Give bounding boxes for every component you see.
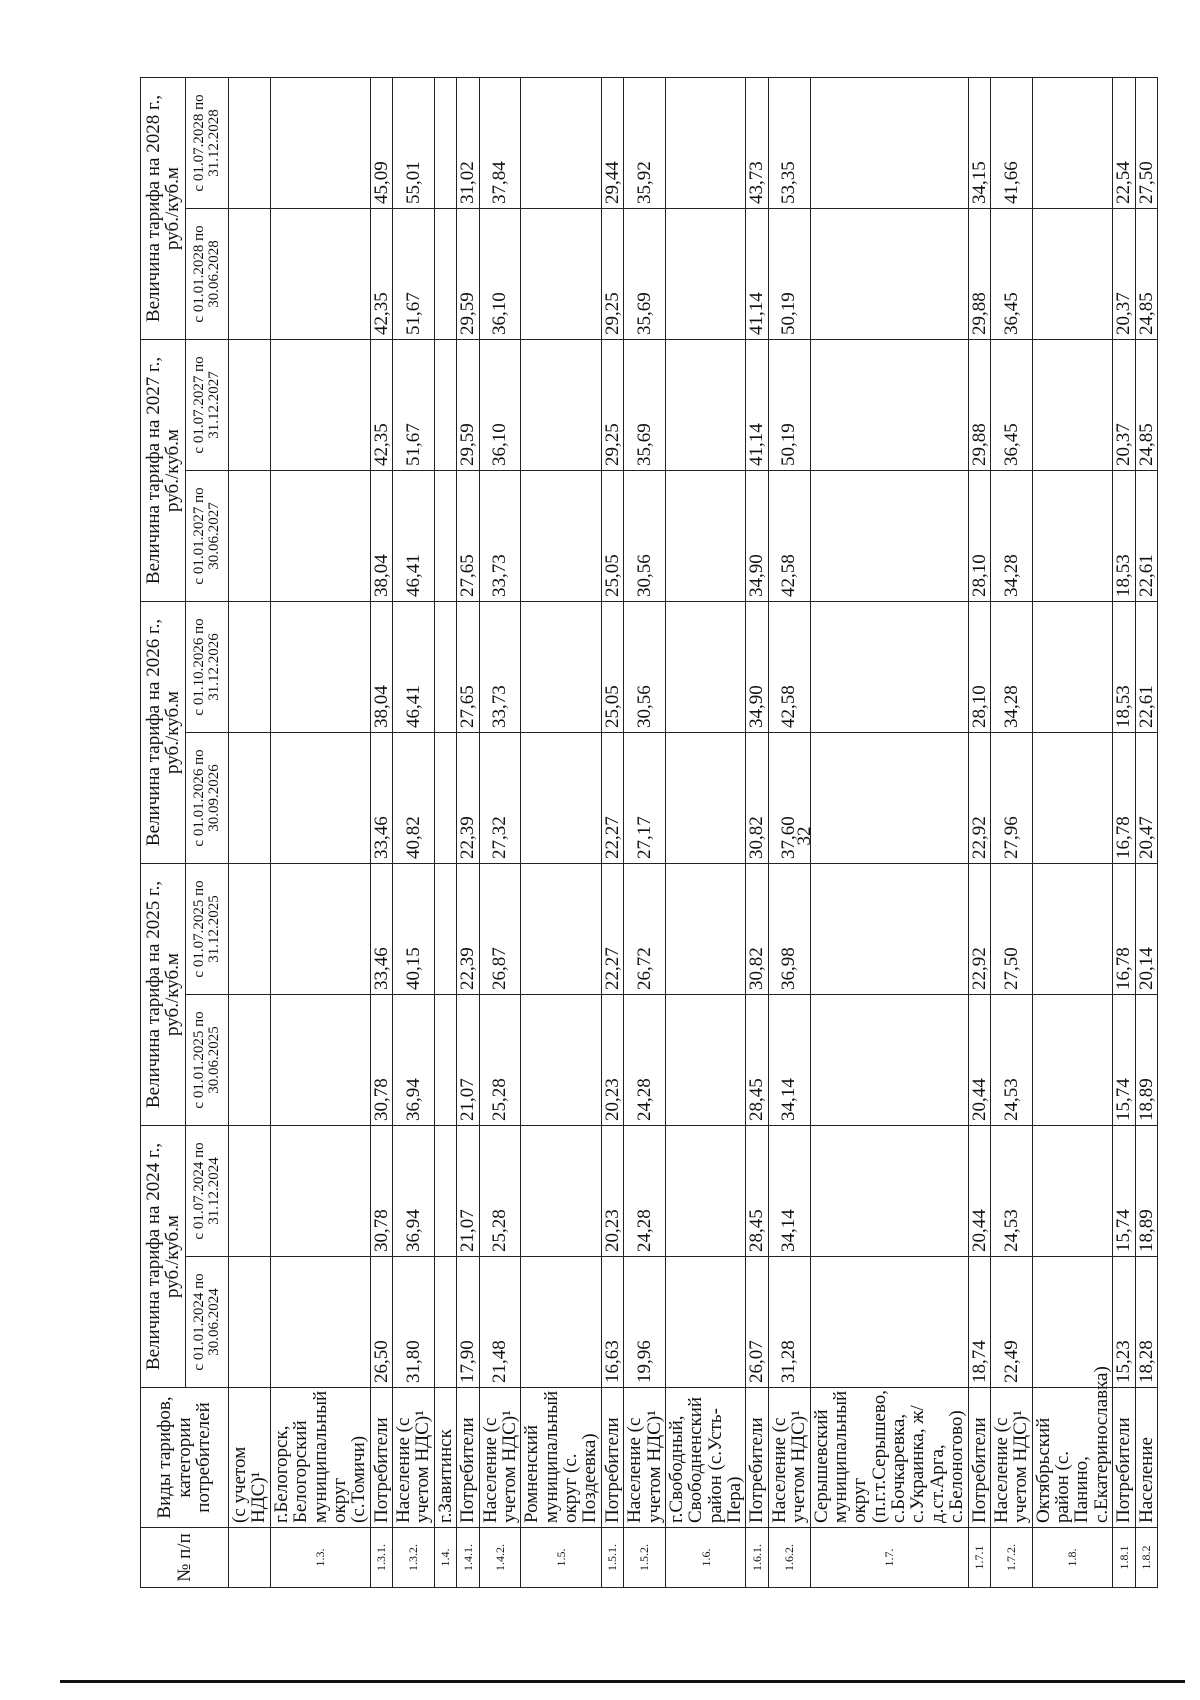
tariff-value — [270, 864, 370, 995]
row-category: Население (с учетом НДС)¹ — [990, 1388, 1032, 1528]
tariff-value — [665, 995, 746, 1126]
tariff-value: 24,28 — [624, 1126, 666, 1257]
table-row — [457, 78, 479, 1588]
row-category: Ромненский муниципальный округ (с. Поздеевка) — [521, 1388, 602, 1528]
tariff-value: 36,94 — [393, 1126, 435, 1257]
tariff-value: 22,54 — [1113, 78, 1135, 209]
header-year-2025: Величина тарифа на 2025 г., руб./куб.м — [141, 864, 186, 1126]
period-2028-h1: с 01.01.2028 по 30.06.2028 — [186, 209, 229, 340]
tariff-value — [270, 209, 370, 340]
tariff-value: 21,07 — [457, 995, 479, 1126]
tariff-value — [434, 209, 456, 340]
tariff-value: 34,15 — [968, 78, 990, 209]
tariff-value: 22,27 — [601, 733, 623, 864]
tariff-value: 21,07 — [457, 1126, 479, 1257]
period-2028-h2: с 01.07.2028 по 31.12.2028 — [186, 78, 229, 209]
table-row — [746, 78, 768, 1588]
table-row — [810, 78, 968, 1588]
table-row — [968, 78, 990, 1588]
tariff-value — [229, 1257, 271, 1388]
tariff-value: 28,45 — [746, 995, 768, 1126]
table-body — [229, 78, 1158, 1588]
tariff-value — [229, 471, 271, 602]
tariff-value — [521, 209, 602, 340]
tariff-value — [810, 340, 968, 471]
tariff-value: 35,69 — [624, 209, 666, 340]
tariff-value — [270, 340, 370, 471]
period-2025-h2: с 01.07.2025 по 31.12.2025 — [186, 864, 229, 995]
tariff-value: 30,56 — [624, 602, 666, 733]
tariff-table — [140, 77, 1158, 1588]
tariff-value: 20,37 — [1113, 340, 1135, 471]
tariff-value — [810, 864, 968, 995]
tariff-value: 27,32 — [479, 733, 521, 864]
tariff-value: 18,89 — [1135, 995, 1157, 1126]
row-number: 1.7.1 — [968, 1528, 990, 1588]
tariff-value — [810, 471, 968, 602]
table-row — [229, 78, 271, 1588]
tariff-value — [229, 78, 271, 209]
tariff-value: 20,47 — [1135, 733, 1157, 864]
tariff-value: 18,53 — [1113, 471, 1135, 602]
tariff-value — [229, 1126, 271, 1257]
tariff-value — [810, 602, 968, 733]
tariff-value: 30,78 — [370, 995, 392, 1126]
tariff-value: 25,28 — [479, 995, 521, 1126]
tariff-value: 29,25 — [601, 340, 623, 471]
period-2026-p2: с 01.10.2026 по 31.12.2026 — [186, 602, 229, 733]
row-number — [229, 1528, 271, 1588]
tariff-value: 46,41 — [393, 602, 435, 733]
tariff-value: 22,27 — [601, 864, 623, 995]
tariff-value: 28,10 — [968, 471, 990, 602]
tariff-value: 25,05 — [601, 602, 623, 733]
header-year-2026: Величина тарифа на 2026 г., руб./куб.м — [141, 602, 186, 864]
table-row — [393, 78, 435, 1588]
tariff-value: 25,05 — [601, 471, 623, 602]
tariff-value: 33,73 — [479, 471, 521, 602]
tariff-value: 27,65 — [457, 471, 479, 602]
tariff-value: 34,90 — [746, 602, 768, 733]
row-category: Потребители — [968, 1388, 990, 1528]
tariff-value: 38,04 — [370, 471, 392, 602]
tariff-value: 37,60 — [768, 733, 810, 864]
tariff-value — [521, 78, 602, 209]
tariff-value: 36,10 — [479, 209, 521, 340]
tariff-value — [1032, 78, 1113, 209]
row-number: 1.4. — [434, 1528, 456, 1588]
tariff-value: 31,80 — [393, 1257, 435, 1388]
tariff-value: 20,37 — [1113, 209, 1135, 340]
tariff-value — [665, 78, 746, 209]
tariff-value: 20,44 — [968, 1126, 990, 1257]
row-number: 1.7. — [810, 1528, 968, 1588]
tariff-value: 35,92 — [624, 78, 666, 209]
tariff-value — [270, 602, 370, 733]
table-row — [1135, 78, 1157, 1588]
tariff-value: 51,67 — [393, 340, 435, 471]
row-category: Потребители — [370, 1388, 392, 1528]
tariff-value: 34,14 — [768, 995, 810, 1126]
tariff-value: 18,53 — [1113, 602, 1135, 733]
tariff-value — [521, 864, 602, 995]
period-2027-h2: с 01.07.2027 по 31.12.2027 — [186, 340, 229, 471]
tariff-value: 24,85 — [1135, 209, 1157, 340]
tariff-value: 40,82 — [393, 733, 435, 864]
tariff-value: 24,85 — [1135, 340, 1157, 471]
period-2027-h1: с 01.01.2027 по 30.06.2027 — [186, 471, 229, 602]
tariff-value: 22,39 — [457, 864, 479, 995]
tariff-value: 20,14 — [1135, 864, 1157, 995]
tariff-value: 36,10 — [479, 340, 521, 471]
tariff-value: 18,28 — [1135, 1257, 1157, 1388]
row-number: 1.6. — [665, 1528, 746, 1588]
row-number: 1.5. — [521, 1528, 602, 1588]
tariff-value: 21,48 — [479, 1257, 521, 1388]
tariff-value — [665, 1257, 746, 1388]
tariff-value — [665, 733, 746, 864]
tariff-value: 33,46 — [370, 733, 392, 864]
tariff-value: 55,01 — [393, 78, 435, 209]
period-2024-h1: с 01.01.2024 по 30.06.2024 — [186, 1257, 229, 1388]
tariff-value: 33,46 — [370, 864, 392, 995]
tariff-value: 50,19 — [768, 340, 810, 471]
tariff-value: 46,41 — [393, 471, 435, 602]
tariff-value — [270, 733, 370, 864]
tariff-value: 22,49 — [990, 1257, 1032, 1388]
tariff-value — [270, 995, 370, 1126]
tariff-value: 22,61 — [1135, 602, 1157, 733]
tariff-value — [1032, 864, 1113, 995]
tariff-value: 24,28 — [624, 995, 666, 1126]
tariff-value: 34,14 — [768, 1126, 810, 1257]
tariff-value: 37,84 — [479, 78, 521, 209]
tariff-value: 27,50 — [990, 864, 1032, 995]
tariff-value: 36,45 — [990, 209, 1032, 340]
row-number: 1.3.2. — [393, 1528, 435, 1588]
tariff-value: 45,09 — [370, 78, 392, 209]
tariff-value — [434, 995, 456, 1126]
tariff-value — [665, 602, 746, 733]
tariff-value — [270, 78, 370, 209]
tariff-value: 25,28 — [479, 1126, 521, 1257]
tariff-value — [1032, 340, 1113, 471]
row-number: 1.5.1. — [601, 1528, 623, 1588]
tariff-value: 43,73 — [746, 78, 768, 209]
tariff-value: 19,96 — [624, 1257, 666, 1388]
tariff-value — [521, 733, 602, 864]
tariff-value: 26,87 — [479, 864, 521, 995]
tariff-value: 38,04 — [370, 602, 392, 733]
tariff-value: 20,23 — [601, 1126, 623, 1257]
tariff-value — [229, 340, 271, 471]
tariff-value — [270, 1257, 370, 1388]
tariff-value: 40,15 — [393, 864, 435, 995]
tariff-value: 28,45 — [746, 1126, 768, 1257]
row-number: 1.6.1. — [746, 1528, 768, 1588]
header-row-periods — [186, 78, 229, 1588]
tariff-value — [270, 1126, 370, 1257]
row-category: Население (с учетом НДС)¹ — [393, 1388, 435, 1528]
tariff-value: 29,88 — [968, 340, 990, 471]
page-number: 32 — [794, 826, 815, 846]
row-category: Октябрьский район (с. Панино, с.Екатериноcлавка) — [1032, 1388, 1113, 1528]
header-row-groups — [141, 78, 186, 1588]
tariff-value — [229, 733, 271, 864]
tariff-value — [810, 1126, 968, 1257]
table-row — [521, 78, 602, 1588]
tariff-value: 36,45 — [990, 340, 1032, 471]
tariff-value: 35,69 — [624, 340, 666, 471]
tariff-value: 53,35 — [768, 78, 810, 209]
row-category: г.Свободный, Свободненский район (с.Усть-Пера) — [665, 1388, 746, 1528]
tariff-value: 36,98 — [768, 864, 810, 995]
bottom-rule — [60, 1680, 1185, 1683]
tariff-value — [665, 864, 746, 995]
row-number: 1.8.1 — [1113, 1528, 1135, 1588]
tariff-value: 41,66 — [990, 78, 1032, 209]
period-2025-h1: с 01.01.2025 по 30.06.2025 — [186, 995, 229, 1126]
tariff-value: 41,14 — [746, 209, 768, 340]
tariff-value — [229, 602, 271, 733]
row-category: Население — [1135, 1388, 1157, 1528]
table-row — [624, 78, 666, 1588]
tariff-value: 18,74 — [968, 1257, 990, 1388]
header-row-number: № п/п — [141, 1528, 229, 1588]
tariff-value: 42,35 — [370, 340, 392, 471]
row-number: 1.3. — [270, 1528, 370, 1588]
row-number: 1.5.2. — [624, 1528, 666, 1588]
tariff-value: 26,07 — [746, 1257, 768, 1388]
table-row — [434, 78, 456, 1588]
table-row — [1113, 78, 1135, 1588]
tariff-value: 42,58 — [768, 471, 810, 602]
tariff-value — [434, 1257, 456, 1388]
period-2024-h2: с 01.07.2024 по 31.12.2024 — [186, 1126, 229, 1257]
row-category: г.Завитинск — [434, 1388, 456, 1528]
table-row — [768, 78, 810, 1588]
row-number: 1.4.2. — [479, 1528, 521, 1588]
row-category: Потребители — [601, 1388, 623, 1528]
tariff-value: 29,59 — [457, 209, 479, 340]
tariff-value: 22,92 — [968, 733, 990, 864]
tariff-value — [521, 471, 602, 602]
tariff-value — [229, 995, 271, 1126]
tariff-value: 41,14 — [746, 340, 768, 471]
tariff-value: 30,56 — [624, 471, 666, 602]
tariff-value: 28,10 — [968, 602, 990, 733]
tariff-value — [229, 209, 271, 340]
header-year-2028: Величина тарифа на 2028 г., руб./куб.м — [141, 78, 186, 340]
tariff-value — [1032, 602, 1113, 733]
tariff-value: 22,39 — [457, 733, 479, 864]
tariff-value: 31,02 — [457, 78, 479, 209]
tariff-value — [810, 995, 968, 1126]
row-number: 1.3.1. — [370, 1528, 392, 1588]
tariff-value — [665, 340, 746, 471]
row-category: Население (с учетом НДС)¹ — [624, 1388, 666, 1528]
tariff-value: 34,28 — [990, 471, 1032, 602]
tariff-value — [665, 1126, 746, 1257]
row-category: г.Белогорск, Белогорский муниципальный округ (с.Томичи) — [270, 1388, 370, 1528]
tariff-value — [434, 471, 456, 602]
rotated-page-content — [140, 78, 1170, 1588]
tariff-value: 34,90 — [746, 471, 768, 602]
tariff-value: 20,23 — [601, 995, 623, 1126]
row-category: Население (с учетом НДС)¹ — [479, 1388, 521, 1528]
tariff-value: 22,61 — [1135, 471, 1157, 602]
tariff-value: 33,73 — [479, 602, 521, 733]
tariff-value — [1032, 209, 1113, 340]
tariff-value — [521, 1257, 602, 1388]
table-row — [990, 78, 1032, 1588]
tariff-value — [810, 1257, 968, 1388]
tariff-value — [810, 733, 968, 864]
tariff-value: 24,53 — [990, 995, 1032, 1126]
row-category: Серышевский муниципальный округ (п.г.т.Серышево, с.Бочкаревка, с.Украинка, ж/д.ст.Арга, с.Белоногово) — [810, 1388, 968, 1528]
tariff-value — [521, 602, 602, 733]
tariff-value: 51,67 — [393, 209, 435, 340]
tariff-value: 15,74 — [1113, 995, 1135, 1126]
header-year-2024: Величина тарифа на 2024 г., руб./куб.м — [141, 1126, 186, 1388]
tariff-value: 31,28 — [768, 1257, 810, 1388]
tariff-value: 26,72 — [624, 864, 666, 995]
row-category: Население (с учетом НДС)¹ — [768, 1388, 810, 1528]
tariff-value: 42,58 — [768, 602, 810, 733]
table-row — [479, 78, 521, 1588]
tariff-value: 50,19 — [768, 209, 810, 340]
table-row — [370, 78, 392, 1588]
table-row — [1032, 78, 1113, 1588]
tariff-value: 16,78 — [1113, 864, 1135, 995]
tariff-value — [270, 471, 370, 602]
table-row — [601, 78, 623, 1588]
tariff-value: 30,82 — [746, 733, 768, 864]
row-number: 1.4.1. — [457, 1528, 479, 1588]
tariff-value — [434, 78, 456, 209]
tariff-value: 17,90 — [457, 1257, 479, 1388]
table-row — [665, 78, 746, 1588]
tariff-value — [434, 864, 456, 995]
tariff-value — [665, 471, 746, 602]
tariff-value: 27,17 — [624, 733, 666, 864]
tariff-value: 26,50 — [370, 1257, 392, 1388]
tariff-value: 24,53 — [990, 1126, 1032, 1257]
tariff-value: 29,88 — [968, 209, 990, 340]
tariff-value: 16,78 — [1113, 733, 1135, 864]
tariff-value: 30,82 — [746, 864, 768, 995]
tariff-value: 29,44 — [601, 78, 623, 209]
tariff-value — [434, 1126, 456, 1257]
tariff-value: 20,44 — [968, 995, 990, 1126]
tariff-value — [1032, 1126, 1113, 1257]
tariff-value — [521, 340, 602, 471]
row-category: Потребители — [457, 1388, 479, 1528]
tariff-value — [521, 995, 602, 1126]
tariff-value — [434, 602, 456, 733]
tariff-value: 34,28 — [990, 602, 1032, 733]
header-tariff-type: Виды тарифов, категории потребителей — [141, 1388, 229, 1528]
tariff-value: 15,74 — [1113, 1126, 1135, 1257]
tariff-value — [810, 78, 968, 209]
tariff-value: 22,92 — [968, 864, 990, 995]
tariff-value — [229, 864, 271, 995]
tariff-value: 18,89 — [1135, 1126, 1157, 1257]
tariff-value — [665, 209, 746, 340]
tariff-value: 36,94 — [393, 995, 435, 1126]
row-number: 1.8. — [1032, 1528, 1113, 1588]
tariff-value: 16,63 — [601, 1257, 623, 1388]
tariff-value: 27,96 — [990, 733, 1032, 864]
tariff-value — [810, 209, 968, 340]
row-category: Потребители — [746, 1388, 768, 1528]
period-2026-p1: с 01.01.2026 по 30.09.2026 — [186, 733, 229, 864]
tariff-value: 42,35 — [370, 209, 392, 340]
row-category: Потребители — [1113, 1388, 1135, 1528]
tariff-value: 27,65 — [457, 602, 479, 733]
tariff-value — [1032, 995, 1113, 1126]
tariff-value — [521, 1126, 602, 1257]
tariff-value — [1032, 733, 1113, 864]
row-category: (с учетом НДС)¹ — [229, 1388, 271, 1528]
tariff-value — [434, 340, 456, 471]
tariff-value: 29,25 — [601, 209, 623, 340]
tariff-value: 15,23 — [1113, 1257, 1135, 1388]
tariff-value — [1032, 471, 1113, 602]
row-number: 1.8.2 — [1135, 1528, 1157, 1588]
row-number: 1.7.2. — [990, 1528, 1032, 1588]
header-year-2027: Величина тарифа на 2027 г., руб./куб.м — [141, 340, 186, 602]
tariff-value — [434, 733, 456, 864]
table-row — [270, 78, 370, 1588]
tariff-value: 29,59 — [457, 340, 479, 471]
tariff-value: 27,50 — [1135, 78, 1157, 209]
row-number: 1.6.2. — [768, 1528, 810, 1588]
tariff-value: 30,78 — [370, 1126, 392, 1257]
